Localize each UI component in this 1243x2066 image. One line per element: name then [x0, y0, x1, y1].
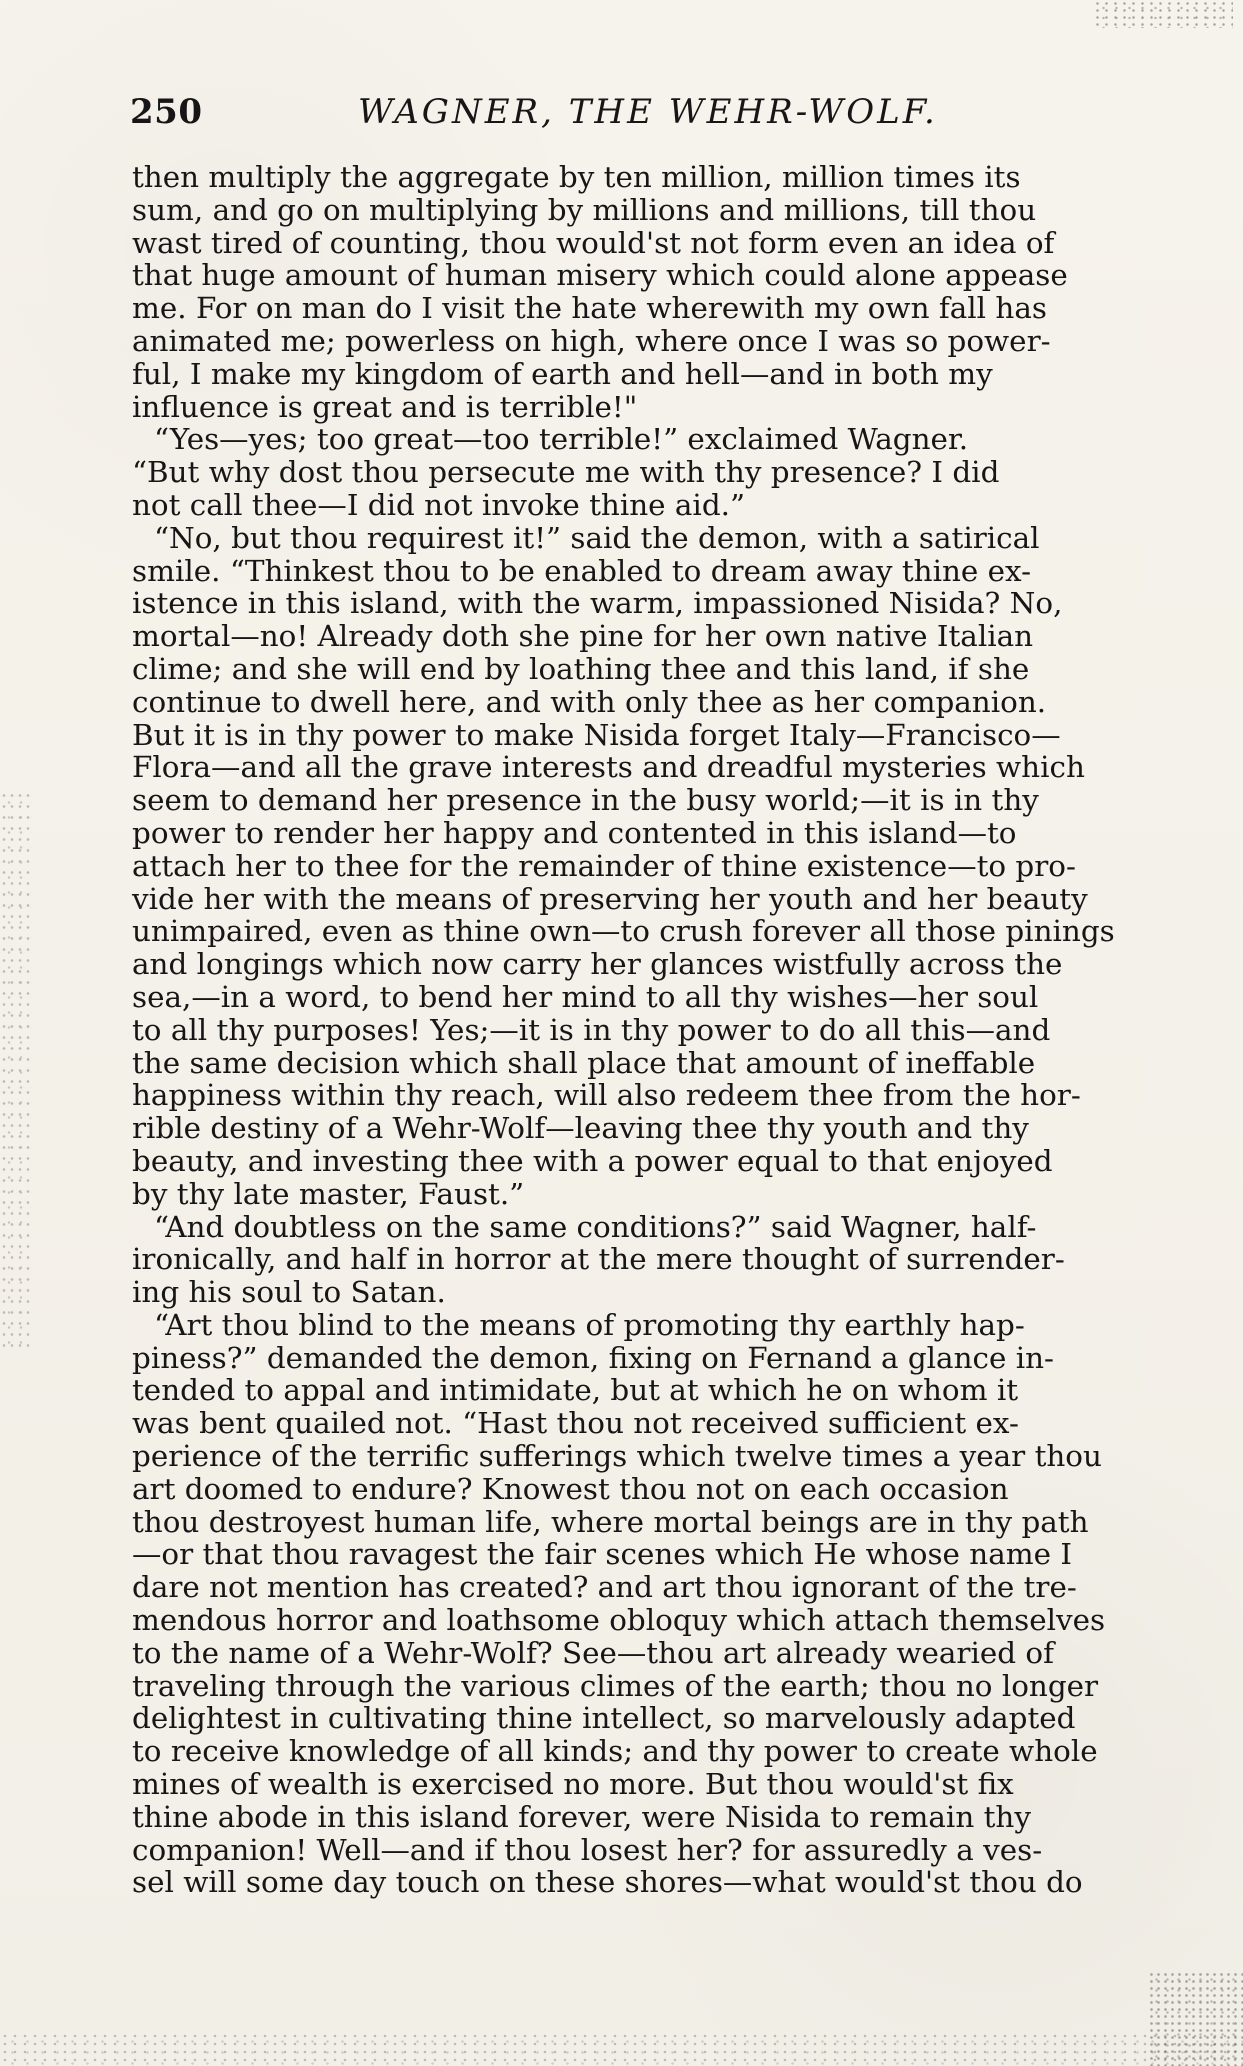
text-line-30: rible destiny of a Wehr-Wolf—leaving thee thy youth and thy — [132, 1111, 1029, 1146]
text-line-50: mines of wealth is exercised no more. But thou would'st fix — [132, 1767, 1014, 1802]
body-text — [132, 160, 1115, 1900]
text-line-44: dare not mention has created? and art thou ignorant of the tre- — [132, 1570, 1077, 1605]
text-line-38: tended to appal and intimidate, but at which he on whom it — [132, 1373, 1019, 1408]
text-line-18: But it is in thy power to make Nisida forget Italy—Francisco— — [132, 717, 1061, 752]
text-line-42: thou destroyest human life, where mortal beings are in thy path — [132, 1504, 1089, 1539]
text-line-32: by thy late master, Faust.” — [132, 1176, 525, 1211]
text-line-21: power to render her happy and contented in this island—to — [132, 815, 1017, 850]
text-line-9: “Yes—yes; too great—too terrible!” exclaimed Wagner. — [154, 422, 969, 457]
text-line-5: me. For on man do I visit the hate wherewith my own fall has — [132, 291, 1047, 326]
text-line-16: clime; and she will end by loathing thee and this land, if she — [132, 651, 1030, 686]
text-line-15: mortal—no! Already doth she pine for her own native Italian — [132, 619, 1034, 654]
text-line-23: vide her with the means of preserving her youth and her beauty — [132, 881, 1088, 916]
text-line-17: continue to dwell here, and with only thee as her companion. — [132, 684, 1047, 719]
text-line-4: that huge amount of human misery which could alone appease — [132, 258, 1068, 293]
text-line-47: traveling through the various climes of the earth; thou no longer — [132, 1668, 1099, 1703]
text-line-28: the same decision which shall place that amount of ineffable — [132, 1045, 1036, 1080]
text-line-20: seem to demand her presence in the busy world;—it is in thy — [132, 783, 1039, 818]
text-line-11: not call thee—I did not invoke thine aid.” — [132, 487, 745, 522]
text-line-45: mendous horror and loathsome obloquy which attach themselves — [132, 1603, 1106, 1638]
text-line-41: art doomed to endure? Knowest thou not on each occasion — [132, 1471, 1009, 1506]
text-line-10: “But why dost thou persecute me with thy presence? I did — [132, 455, 1000, 490]
page-speckle-bottom-right — [1148, 1971, 1243, 2066]
text-line-13: smile. “Thinkest thou to be enabled to dream away thine ex- — [132, 553, 1032, 588]
text-line-40: perience of the terrific sufferings which twelve times a year thou — [132, 1439, 1102, 1474]
text-line-53: sel will some day touch on these shores—what would'st thou do — [132, 1865, 1083, 1900]
text-line-8: influence is great and is terrible!" — [132, 389, 638, 424]
page-speckle-bottom — [0, 2032, 1243, 2066]
page-speckle-top-right — [1093, 0, 1233, 28]
text-line-7: ful, I make my kingdom of earth and hell—and in both my — [132, 356, 993, 391]
text-line-26: sea,—in a word, to bend her mind to all thy wishes—her soul — [132, 979, 1039, 1014]
text-line-33: “And doubtless on the same conditions?” said Wagner, half- — [154, 1209, 1037, 1244]
text-line-46: to the name of a Wehr-Wolf? See—thou art already wearied of — [132, 1635, 1054, 1670]
page-number: 250 — [130, 92, 203, 132]
text-line-43: —or that thou ravagest the fair scenes which He whose name I — [132, 1537, 1072, 1572]
text-line-2: sum, and go on multiplying by millions and millions, till thou — [132, 192, 1037, 227]
text-line-29: happiness within thy reach, will also redeem thee from the hor- — [132, 1078, 1081, 1113]
text-line-39: was bent quailed not. “Hast thou not received sufficient ex- — [132, 1406, 1019, 1441]
text-line-31: beauty, and investing thee with a power equal to that enjoyed — [132, 1143, 1053, 1178]
text-line-51: thine abode in this island forever, were Nisida to remain thy — [132, 1799, 1031, 1834]
text-line-3: wast tired of counting, thou would'st not form even an idea of — [132, 225, 1055, 260]
text-line-25: and longings which now carry her glances wistfully across the — [132, 947, 1063, 982]
text-line-19: Flora—and all the grave interests and dreadful mysteries which — [132, 750, 1085, 785]
text-line-1: then multiply the aggregate by ten million, million times its — [132, 160, 1021, 194]
text-line-48: delightest in cultivating thine intellect, so marvelously adapted — [132, 1701, 1076, 1736]
text-line-24: unimpaired, even as thine own—to crush forever all those pinings — [132, 914, 1115, 949]
page-header — [130, 92, 950, 135]
running-head: WAGNER, THE WEHR-WOLF. — [358, 92, 938, 132]
text-line-35: ing his soul to Satan. — [132, 1275, 446, 1310]
text-line-52: companion! Well—and if thou losest her? for assuredly a ves- — [132, 1832, 1043, 1867]
page-speckle-left — [0, 790, 32, 1350]
text-line-36: “Art thou blind to the means of promoting thy earthly hap- — [154, 1307, 1025, 1342]
text-line-22: attach her to thee for the remainder of thine existence—to pro- — [132, 848, 1076, 883]
text-line-37: piness?” demanded the demon, fixing on Fernand a glance in- — [132, 1340, 1054, 1375]
text-line-27: to all thy purposes! Yes;—it is in thy power to do all this—and — [132, 1012, 1051, 1047]
text-line-6: animated me; powerless on high, where once I was so power- — [132, 323, 1051, 358]
text-line-12: “No, but thou requirest it!” said the demon, with a satirical — [154, 520, 1040, 555]
text-line-49: to receive knowledge of all kinds; and thy power to create whole — [132, 1734, 1098, 1769]
text-line-14: istence in this island, with the warm, impassioned Nisida? No, — [132, 586, 1063, 621]
text-line-34: ironically, and half in horror at the mere thought of surrender- — [132, 1242, 1065, 1277]
